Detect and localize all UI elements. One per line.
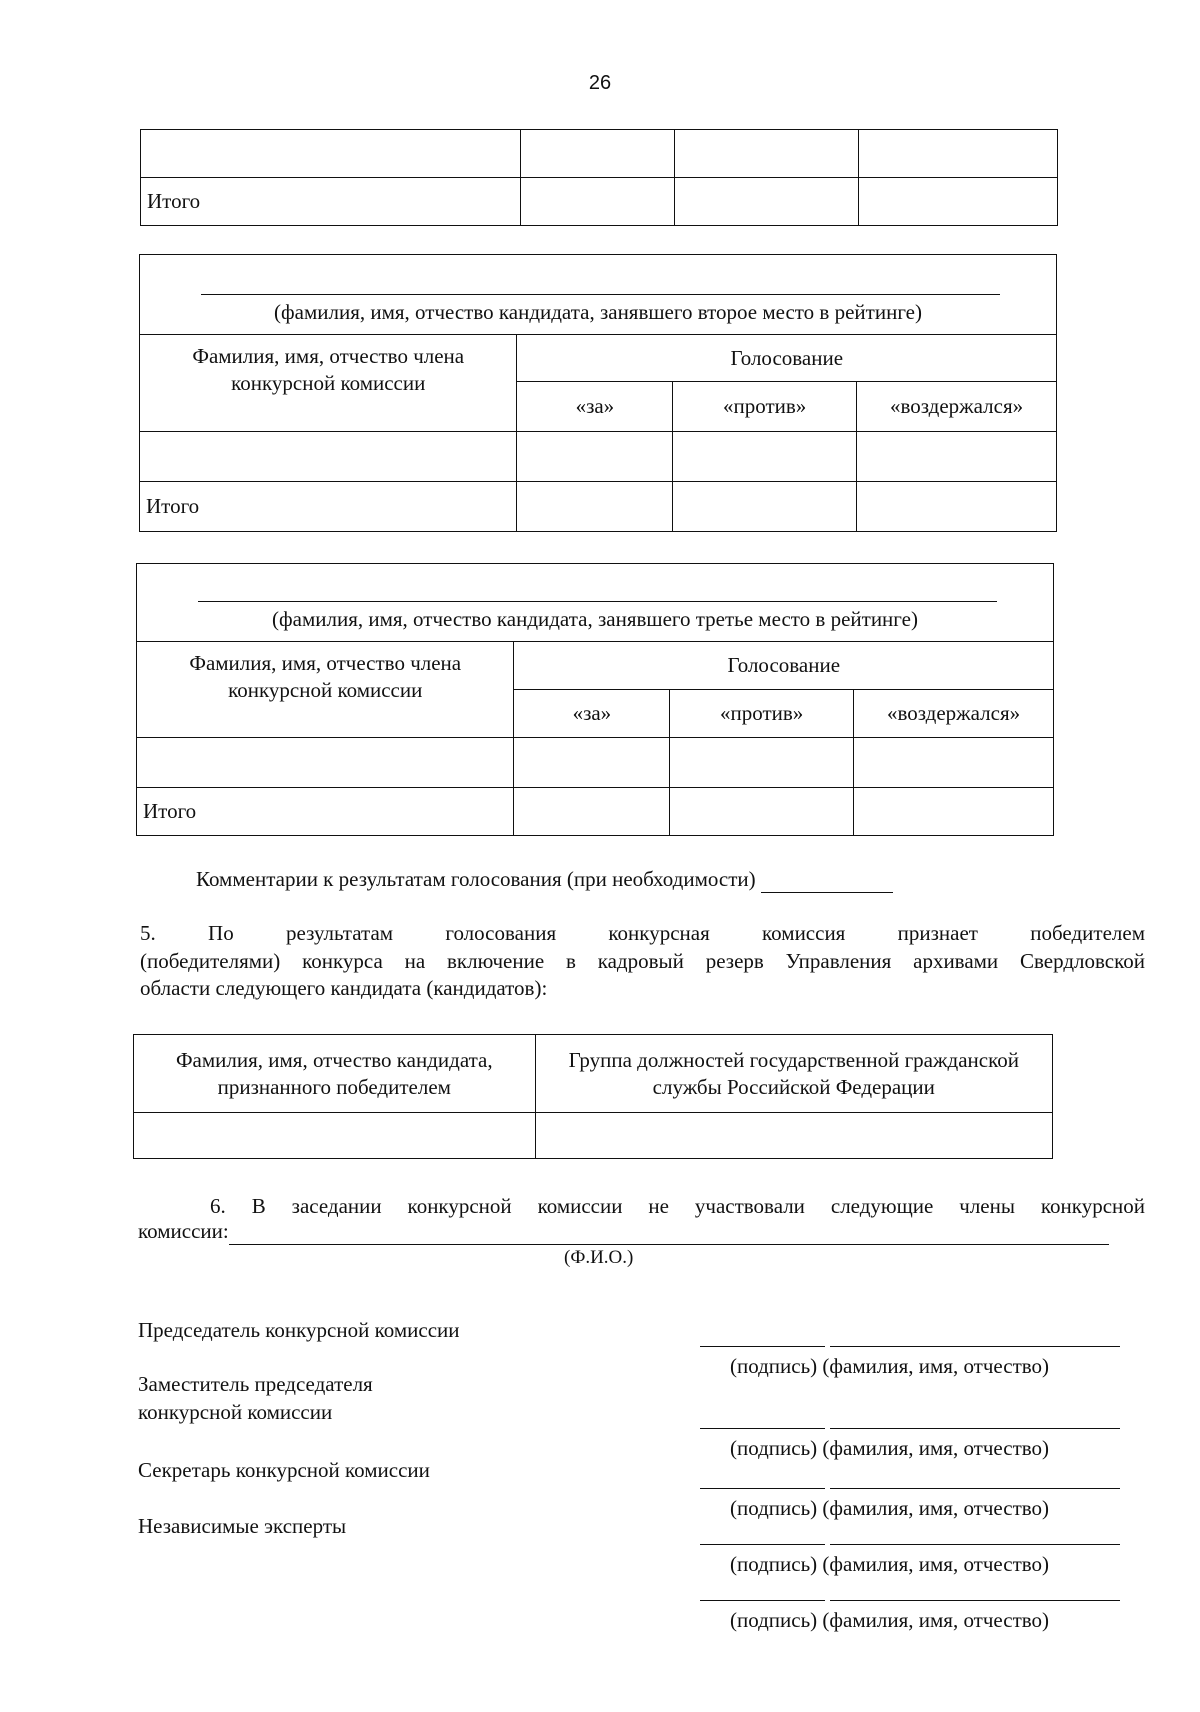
vote-against-cell[interactable] xyxy=(675,130,859,178)
item6-line1: 6. В заседании конкурсной комиссии не участвовали следующие члены конкурсной xyxy=(210,1194,1145,1218)
signature-caption: (подпись) (фамилия, имя, отчество) xyxy=(730,1436,1050,1460)
member-name-cell[interactable] xyxy=(141,130,521,178)
signature-caption: (подпись) (фамилия, имя, отчество) xyxy=(730,1354,1050,1378)
col-against-header: «против» xyxy=(673,382,857,432)
winner-name-header: Фамилия, имя, отчество кандидата, признанного победителем xyxy=(134,1035,536,1113)
comments-label: Комментарии к результатам голосования (при необходимости) xyxy=(196,867,756,891)
signature-line[interactable] xyxy=(700,1346,825,1347)
member-header: Фамилия, имя, отчество члена конкурсной комиссии xyxy=(140,335,517,432)
vote-for-cell[interactable] xyxy=(514,738,670,788)
signature-line[interactable] xyxy=(700,1600,825,1601)
candidate-caption: (фамилия, имя, отчество кандидата, занявшего третье место в рейтинге) xyxy=(272,607,918,631)
deputy-label-1: Заместитель председателя xyxy=(138,1372,373,1396)
total-against-cell[interactable] xyxy=(670,788,854,836)
member-name-cell[interactable] xyxy=(140,432,517,482)
total-against-cell[interactable] xyxy=(673,482,857,532)
item5-line2: (победителями) конкурса на включение в кадровый резерв Управления архивами Свердловской xyxy=(140,949,1145,973)
total-label: Итого xyxy=(141,178,521,226)
total-for-cell[interactable] xyxy=(514,788,670,836)
absent-members-field[interactable] xyxy=(229,1226,1109,1245)
total-abstained-cell[interactable] xyxy=(857,482,1057,532)
position-group-header: Группа должностей государственной гражданской службы Российской Федерации xyxy=(535,1035,1052,1113)
col-abstained-header: «воздержался» xyxy=(854,690,1054,738)
vote-against-cell[interactable] xyxy=(670,738,854,788)
voting-header: Голосование xyxy=(514,642,1054,690)
signature-line[interactable] xyxy=(700,1544,825,1545)
vote-for-cell[interactable] xyxy=(520,130,675,178)
deputy-label-2: конкурсной комиссии xyxy=(138,1400,333,1424)
signature-line[interactable] xyxy=(700,1428,825,1429)
chair-label: Председатель конкурсной комиссии xyxy=(138,1318,460,1342)
total-abstained-cell[interactable] xyxy=(854,788,1054,836)
secretary-label: Секретарь конкурсной комиссии xyxy=(138,1458,430,1482)
winner-name-cell[interactable] xyxy=(134,1113,536,1159)
position-group-cell[interactable] xyxy=(535,1113,1052,1159)
signature-caption: (подпись) (фамилия, имя, отчество) xyxy=(730,1496,1050,1520)
experts-label: Независимые эксперты xyxy=(138,1514,347,1538)
voting-header: Голосование xyxy=(517,335,1057,382)
signature-caption: (подпись) (фамилия, имя, отчество) xyxy=(730,1552,1050,1576)
comments-line xyxy=(196,866,893,893)
total-label: Итого xyxy=(137,788,514,836)
col-abstained-header: «воздержался» xyxy=(857,382,1057,432)
vote-abstained-cell[interactable] xyxy=(857,432,1057,482)
second-place-table xyxy=(139,254,1057,532)
first-place-table-tail xyxy=(140,129,1058,226)
item6-line2 xyxy=(138,1218,1138,1245)
candidate-caption-cell xyxy=(137,564,1054,642)
vote-against-cell[interactable] xyxy=(673,432,857,482)
vote-abstained-cell[interactable] xyxy=(854,738,1054,788)
signature-line[interactable] xyxy=(700,1488,825,1489)
item6-label: комиссии: xyxy=(138,1219,229,1243)
full-name-line[interactable] xyxy=(830,1600,1120,1601)
chair-signature xyxy=(700,1346,1120,1379)
member-header: Фамилия, имя, отчество члена конкурсной комиссии xyxy=(137,642,514,738)
expert-signature-2 xyxy=(700,1600,1120,1633)
total-against-cell[interactable] xyxy=(675,178,859,226)
full-name-line[interactable] xyxy=(830,1346,1120,1347)
item5-line3: области следующего кандидата (кандидатов): xyxy=(140,976,548,1000)
comments-field[interactable] xyxy=(761,872,893,893)
total-for-cell[interactable] xyxy=(517,482,673,532)
secretary-signature xyxy=(700,1488,1120,1521)
full-name-line[interactable] xyxy=(830,1544,1120,1545)
vote-abstained-cell[interactable] xyxy=(859,130,1058,178)
total-abstained-cell[interactable] xyxy=(859,178,1058,226)
vote-for-cell[interactable] xyxy=(517,432,673,482)
col-for-header: «за» xyxy=(514,690,670,738)
full-name-line[interactable] xyxy=(830,1428,1120,1429)
expert-signature-1 xyxy=(700,1544,1120,1577)
deputy-signature xyxy=(700,1428,1120,1461)
candidate-caption: (фамилия, имя, отчество кандидата, занявшего второе место в рейтинге) xyxy=(274,300,922,324)
total-for-cell[interactable] xyxy=(520,178,675,226)
total-label: Итого xyxy=(140,482,517,532)
col-against-header: «против» xyxy=(670,690,854,738)
page-number: 26 xyxy=(588,72,612,94)
signature-caption: (подпись) (фамилия, имя, отчество) xyxy=(730,1608,1050,1632)
candidate-caption-cell xyxy=(140,255,1057,335)
fio-caption: (Ф.И.О.) xyxy=(564,1247,634,1268)
member-name-cell[interactable] xyxy=(137,738,514,788)
col-for-header: «за» xyxy=(517,382,673,432)
winners-table xyxy=(133,1034,1053,1159)
third-place-table xyxy=(136,563,1054,836)
full-name-line[interactable] xyxy=(830,1488,1120,1489)
item5-line1: 5. По результатам голосования конкурсная комиссия признает победителем xyxy=(140,921,1145,945)
